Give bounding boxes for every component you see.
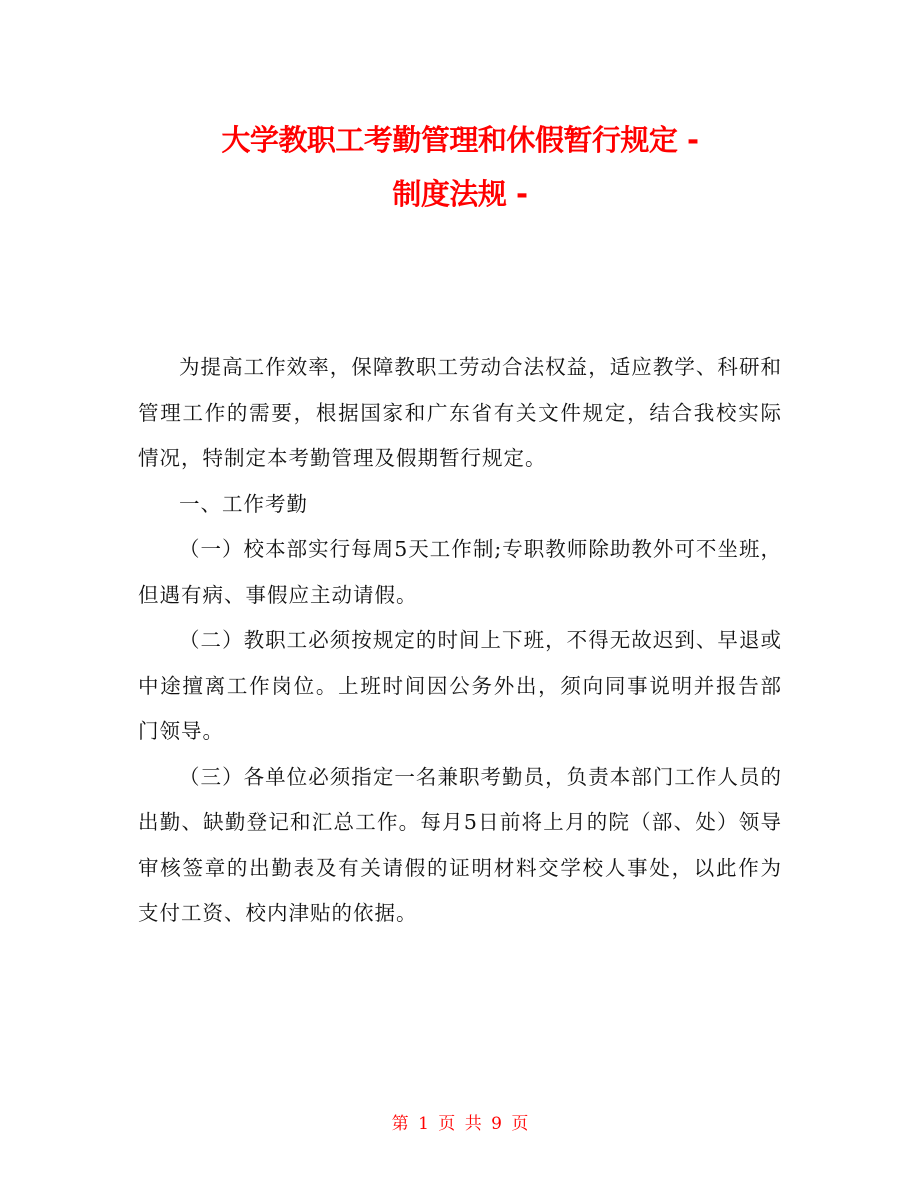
paragraph-clause-2: （二）教职工必须按规定的时间上下班，不得无故迟到、早退或中途擅离工作岗位。上班时间因公务外出，须向同事说明并报告部门领导。 xyxy=(138,628,782,743)
paragraph-clause-3: （三）各单位必须指定一名兼职考勤员，负责本部门工作人员的出勤、缺勤登记和汇总工作。每月5日前将上月的院（部、处）领导审核签章的出勤表及有关请假的证明材料交学校人事处，以此作为支付工资、校内津贴的依据。 xyxy=(138,764,782,925)
paragraph-clause-1: （一）校本部实行每周5天工作制;专职教师除助教外可不坐班，但遇有病、事假应主动请假。 xyxy=(138,537,782,607)
page-number-footer: 第 1 页 共 9 页 xyxy=(391,1114,529,1134)
document-title-line-1: 大学教职工考勤管理和休假暂行规定 - xyxy=(221,123,699,157)
document-title-line-2: 制度法规 - xyxy=(392,177,528,211)
paragraph-intro: 为提高工作效率，保障教职工劳动合法权益，适应教学、科研和管理工作的需要，根据国家和广东省有关文件规定，结合我校实际情况，特制定本考勤管理及假期暂行规定。 xyxy=(138,355,782,470)
section-heading-attendance: 一、工作考勤 xyxy=(179,491,308,516)
document-body xyxy=(138,345,782,937)
